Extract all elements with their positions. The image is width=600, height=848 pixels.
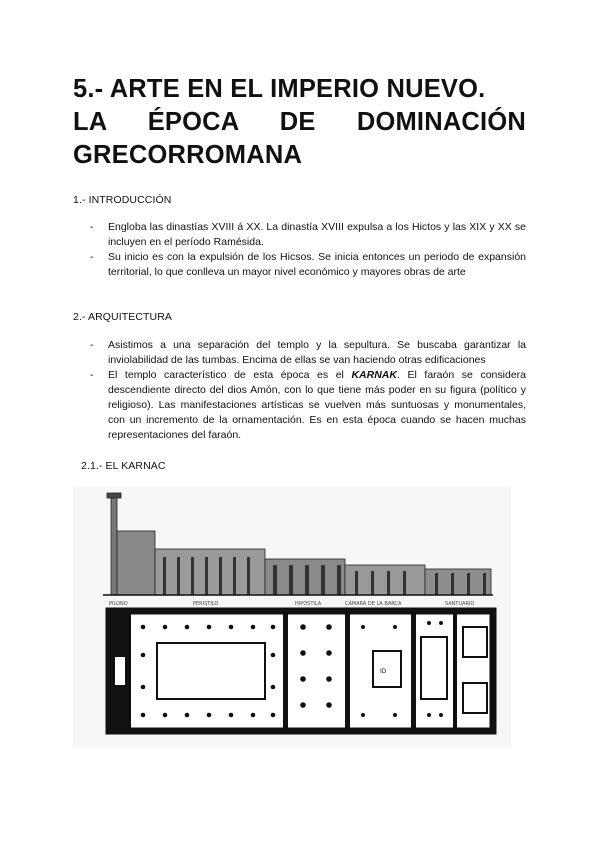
label-hipostila: HIPOSTILA: [295, 601, 322, 607]
label-camara-barca: CÁMARA DE LA BARCA: [345, 601, 402, 607]
page-title: [73, 73, 526, 172]
label-pilono: PILONO: [109, 601, 128, 607]
section-heading-arquitectura: 2.- ARQUITECTURA: [73, 311, 173, 323]
label-peristilo: PERISTILO: [193, 601, 219, 607]
karnak-keyword: KARNAK: [351, 369, 397, 381]
list-item: - Su inicio es con la expulsión de los Hicsos. Se inicia entonces un periodo de expansión territorial, lo que conlleva un mayor nivel económico y mayores obras de arte: [73, 250, 526, 280]
title-line-2: LA ÉPOCA DE DOMINACIÓN: [73, 108, 526, 136]
title-line-3: GRECORROMANA: [73, 141, 303, 169]
label-santuario: SANTUARIO: [445, 601, 475, 607]
intro-list: [73, 220, 526, 280]
title-line-1: 5.- ARTE EN EL IMPERIO NUEVO.: [73, 75, 486, 103]
section-heading-introduccion: 1.- INTRODUCCIÓN: [73, 194, 172, 206]
temple-floor-plan: [109, 611, 493, 731]
list-item: [73, 368, 526, 443]
section-heading-karnac: 2.1.- EL KARNAC: [81, 460, 166, 472]
arquitectura-list: [73, 338, 526, 443]
karnak-temple-figure: [73, 487, 511, 747]
karnak-plan-illustration: [73, 487, 511, 747]
karnak-intro-text: El templo característico de esta época es el: [108, 369, 352, 381]
room-mark: ID: [380, 668, 387, 675]
list-item: - Asistimos a una separación del templo y la sepultura. Se buscaba garantizar la inviolabilidad de las tumbas. Encima de ellas se van haciendo otras edificaciones: [73, 338, 526, 368]
list-item: - Engloba las dinastías XVIII á XX. La dinastía XVIII expulsa a los Hictos y las XIX y XX se incluyen en el período Ramésida.: [73, 220, 526, 250]
karnak-description-text: . El faraón se considera descendiente directo del dios Amón, con lo que tiene más poder en su figura (político y religioso). Las manifestaciones artísticas se vuelven más suntuosas y monumentales, con un incremento de la ornamentación. Es en esta época cuando se hacen muchas representaciones del faraón.: [108, 369, 526, 441]
